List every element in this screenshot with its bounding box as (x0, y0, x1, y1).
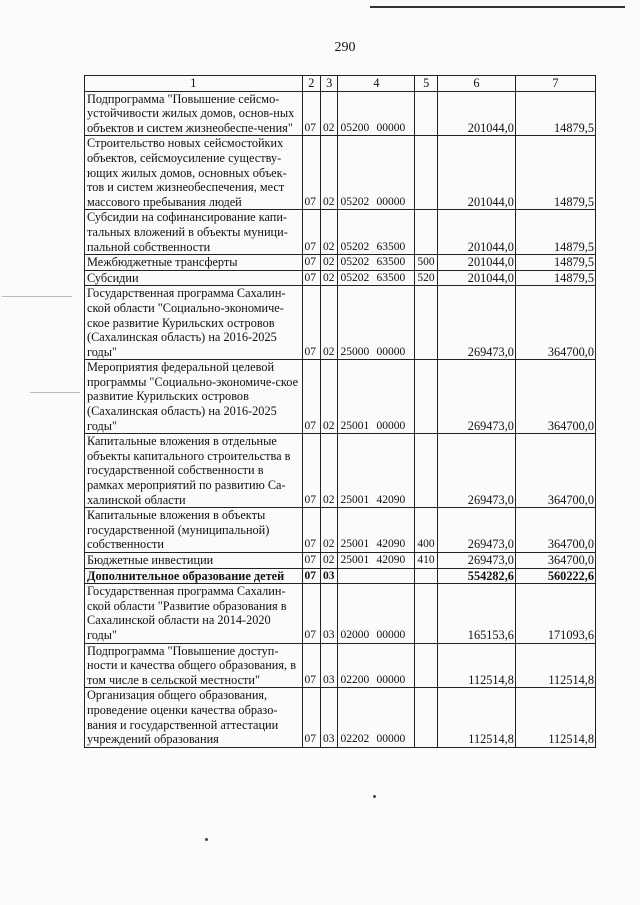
row-amount-1: 112514,8 (437, 688, 515, 747)
scan-dot (373, 795, 376, 798)
row-expense-type (415, 136, 438, 210)
row-amount-1: 165153,6 (437, 584, 515, 643)
row-section: 07 (302, 136, 320, 210)
table-row (85, 136, 596, 210)
row-subsection: 02 (321, 210, 338, 255)
row-amount-1: 201044,0 (437, 91, 515, 136)
row-target-program: 05202 (340, 256, 370, 269)
header-cell: 3 (321, 76, 338, 92)
row-target-program: 02202 (340, 733, 370, 746)
row-subsection: 02 (321, 508, 338, 553)
row-target-program: 25001 (340, 419, 370, 432)
row-amount-1: 554282,6 (437, 568, 515, 584)
header-cell: 4 (338, 76, 415, 92)
row-subsection: 02 (321, 286, 338, 360)
row-amount-2: 112514,8 (515, 643, 595, 688)
row-name: Мероприятия федеральной целевой программы "Социально-экономиче-ское развитие Курильских островов (Сахалинская область) на 2016-2025 годы" (85, 360, 303, 434)
row-target-direction: 00000 (376, 345, 406, 358)
row-target (338, 643, 415, 688)
row-target-program: 05202 (340, 271, 370, 284)
row-target-program: 05202 (340, 195, 370, 208)
row-target-direction: 00000 (376, 628, 406, 641)
budget-table (84, 75, 596, 748)
row-amount-2: 112514,8 (515, 688, 595, 747)
row-target (338, 360, 415, 434)
row-section: 07 (302, 360, 320, 434)
row-subsection: 03 (321, 688, 338, 747)
row-name: Капитальные вложения в отдельные объекты капитального строительства в государственной собственности в рамках мероприятий по развитию Са-халинской области (85, 434, 303, 508)
row-section: 07 (302, 91, 320, 136)
row-name: Бюджетные инвестиции (85, 553, 303, 569)
row-target-direction: 63500 (376, 271, 406, 284)
row-subsection: 02 (321, 553, 338, 569)
row-expense-type (415, 643, 438, 688)
header-cell: 5 (415, 76, 438, 92)
header-cell: 1 (85, 76, 303, 92)
row-name: Строительство новых сейсмостойких объектов, сейсмоусиление существу-ющих жилых домов, основных объек-тов и систем жизнеобеспечения, мест массового пребывания людей (85, 136, 303, 210)
row-name: Подпрограмма "Повышение доступ-ности и качества общего образования, в том числе в сельской местности" (85, 643, 303, 688)
row-expense-type: 400 (415, 508, 438, 553)
row-subsection: 03 (321, 568, 338, 584)
row-target-program: 25001 (340, 538, 370, 551)
row-target-direction: 00000 (376, 419, 406, 432)
row-amount-1: 269473,0 (437, 434, 515, 508)
row-expense-type: 410 (415, 553, 438, 569)
row-name: Субсидии на софинансирование капи-тальных вложений в объекты муници-пальной собственности (85, 210, 303, 255)
row-section: 07 (302, 255, 320, 271)
row-amount-1: 269473,0 (437, 508, 515, 553)
table-row (85, 270, 596, 286)
scan-noise (30, 392, 80, 393)
row-section: 07 (302, 508, 320, 553)
table-row (85, 584, 596, 643)
row-amount-2: 14879,5 (515, 136, 595, 210)
row-target-program: 25001 (340, 554, 370, 566)
row-target-direction: 63500 (376, 256, 406, 269)
scan-dot (205, 838, 208, 841)
row-amount-1: 269473,0 (437, 360, 515, 434)
row-target-direction: 00000 (376, 121, 406, 134)
row-subsection: 03 (321, 584, 338, 643)
row-expense-type (415, 286, 438, 360)
row-target-program: 25000 (340, 345, 370, 358)
row-target (338, 568, 415, 584)
row-section: 07 (302, 210, 320, 255)
row-target-direction: 00000 (376, 733, 406, 746)
row-section: 07 (302, 553, 320, 569)
row-target-direction: 42090 (376, 538, 406, 551)
table-row (85, 91, 596, 136)
table-row (85, 255, 596, 271)
row-expense-type (415, 360, 438, 434)
table-row (85, 286, 596, 360)
scan-noise (2, 296, 72, 297)
row-subsection: 02 (321, 270, 338, 286)
row-target (338, 688, 415, 747)
row-amount-2: 364700,0 (515, 553, 595, 569)
table-row (85, 508, 596, 553)
row-section: 07 (302, 434, 320, 508)
row-name: Организация общего образования, проведение оценки качества образо-вания и государственной аттестации учреждений образования (85, 688, 303, 747)
row-expense-type: 500 (415, 255, 438, 271)
row-target-program: 25001 (340, 493, 370, 506)
row-name: Государственная программа Сахалин-ской области "Развитие образования в Сахалинской области на 2014-2020 годы" (85, 584, 303, 643)
table-row (85, 360, 596, 434)
row-target (338, 210, 415, 255)
row-section: 07 (302, 270, 320, 286)
row-subsection: 02 (321, 136, 338, 210)
row-expense-type (415, 210, 438, 255)
row-target (338, 255, 415, 271)
row-target (338, 136, 415, 210)
header-cell: 2 (302, 76, 320, 92)
row-amount-2: 171093,6 (515, 584, 595, 643)
row-expense-type: 520 (415, 270, 438, 286)
row-amount-1: 269473,0 (437, 286, 515, 360)
row-target-program: 02000 (340, 628, 370, 641)
row-target (338, 434, 415, 508)
header-cell: 7 (515, 76, 595, 92)
row-section: 07 (302, 584, 320, 643)
row-target (338, 91, 415, 136)
row-target (338, 584, 415, 643)
table-row (85, 568, 596, 584)
header-row (85, 76, 596, 92)
row-expense-type (415, 584, 438, 643)
row-name: Капитальные вложения в объекты государственной (муниципальной) собственности (85, 508, 303, 553)
row-amount-1: 269473,0 (437, 553, 515, 569)
row-amount-2: 364700,0 (515, 360, 595, 434)
row-amount-1: 201044,0 (437, 210, 515, 255)
table-row (85, 434, 596, 508)
row-amount-2: 560222,6 (515, 568, 595, 584)
row-amount-2: 14879,5 (515, 91, 595, 136)
row-target (338, 508, 415, 553)
row-name: Государственная программа Сахалин-ской области "Социально-экономиче-ское развитие Курильских островов (Сахалинская область) на 2016-2025 годы" (85, 286, 303, 360)
row-subsection: 02 (321, 434, 338, 508)
row-amount-1: 201044,0 (437, 136, 515, 210)
row-target-program: 02200 (340, 673, 370, 686)
row-expense-type (415, 434, 438, 508)
row-subsection: 02 (321, 91, 338, 136)
row-amount-2: 364700,0 (515, 434, 595, 508)
row-target-direction: 00000 (376, 195, 406, 208)
table-row (85, 553, 596, 569)
row-name: Подпрограмма "Повышение сейсмо-устойчивости жилых домов, основ-ных объектов и систем жизнеобеспе-чения" (85, 91, 303, 136)
row-target-direction: 63500 (376, 240, 406, 253)
table-row (85, 643, 596, 688)
table-row (85, 210, 596, 255)
row-expense-type (415, 568, 438, 584)
row-target-program: 05200 (340, 121, 370, 134)
row-subsection: 02 (321, 255, 338, 271)
row-amount-2: 364700,0 (515, 286, 595, 360)
header-cell: 6 (437, 76, 515, 92)
row-section: 07 (302, 568, 320, 584)
row-amount-1: 112514,8 (437, 643, 515, 688)
row-amount-1: 201044,0 (437, 255, 515, 271)
row-target-direction: 00000 (376, 673, 406, 686)
top-rule (370, 6, 625, 8)
table-row (85, 688, 596, 747)
row-expense-type (415, 91, 438, 136)
row-amount-2: 364700,0 (515, 508, 595, 553)
row-name: Субсидии (85, 270, 303, 286)
row-section: 07 (302, 643, 320, 688)
row-subsection: 03 (321, 643, 338, 688)
row-name: Дополнительное образование детей (85, 568, 303, 584)
row-amount-1: 201044,0 (437, 270, 515, 286)
row-amount-2: 14879,5 (515, 255, 595, 271)
row-expense-type (415, 688, 438, 747)
page-number: 290 (334, 40, 356, 55)
row-target (338, 286, 415, 360)
row-amount-2: 14879,5 (515, 270, 595, 286)
row-target-program: 05202 (340, 240, 370, 253)
row-section: 07 (302, 688, 320, 747)
row-target-direction: 42090 (376, 493, 406, 506)
row-target (338, 270, 415, 286)
row-target (338, 553, 415, 569)
row-amount-2: 14879,5 (515, 210, 595, 255)
row-subsection: 02 (321, 360, 338, 434)
row-section: 07 (302, 286, 320, 360)
row-target-direction: 42090 (376, 554, 406, 566)
row-name: Межбюджетные трансферты (85, 255, 303, 271)
